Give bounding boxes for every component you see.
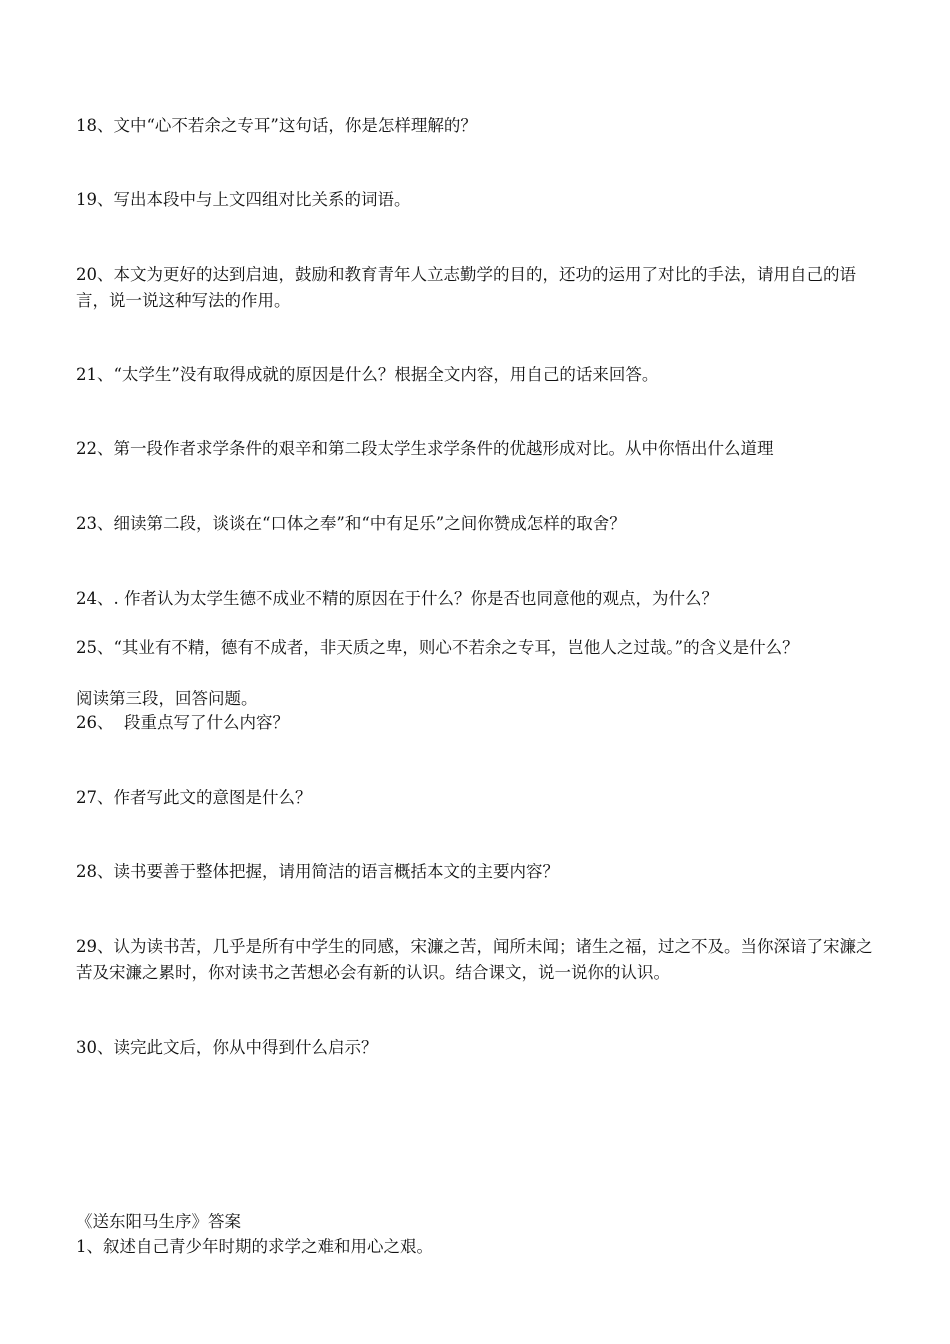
question-25: 25、“其业有不精，德有不成者，非天质之卑，则心不若余之专耳，岂他人之过哉。”的含义是什么？ [76, 638, 799, 657]
question-19: 19、写出本段中与上文四组对比关系的词语。 [76, 190, 411, 209]
question-21: 21、“太学生”没有取得成就的原因是什么？根据全文内容，用自己的话来回答。 [76, 365, 659, 384]
question-30: 30、读完此文后，你从中得到什么启示？ [76, 1038, 378, 1057]
question-29: 29、认为读书苦，几乎是所有中学生的同感，宋濂之苦，闻所未闻；诸生之福，过之不及。当你深谙了宋濂之苦及宋濂之累时，你对读书之苦想必会有新的认识。结合课文，说一说你的认识。 [76, 937, 873, 982]
question-24: 24、. 作者认为太学生德不成业不精的原因在于什么？你是否也同意他的观点，为什么？ [76, 589, 718, 608]
question-26: 26、 段重点写了什么内容？ [76, 713, 289, 732]
answer-1: 1、叙述自己青少年时期的求学之难和用心之艰。 [76, 1237, 433, 1256]
question-23: 23、细读第二段，谈谈在“口体之奉”和“中有足乐”之间你赞成怎样的取舍？ [76, 514, 626, 533]
section-intro: 阅读第三段，回答问题。 [76, 689, 258, 708]
question-27: 27、作者写此文的意图是什么？ [76, 788, 312, 807]
answer-title: 《送东阳马生序》答案 [76, 1212, 241, 1231]
question-22: 22、第一段作者求学条件的艰辛和第二段太学生求学条件的优越形成对比。从中你悟出什么道理 [76, 439, 774, 458]
question-28: 28、读书要善于整体把握，请用简洁的语言概括本文的主要内容？ [76, 862, 559, 881]
question-20: 20、本文为更好的达到启迪，鼓励和教育青年人立志勤学的目的，还功的运用了对比的手法，请用自己的语言，说一说这种写法的作用。 [76, 265, 856, 310]
question-18: 18、文中“心不若余之专耳”这句话，你是怎样理解的？ [76, 116, 477, 135]
